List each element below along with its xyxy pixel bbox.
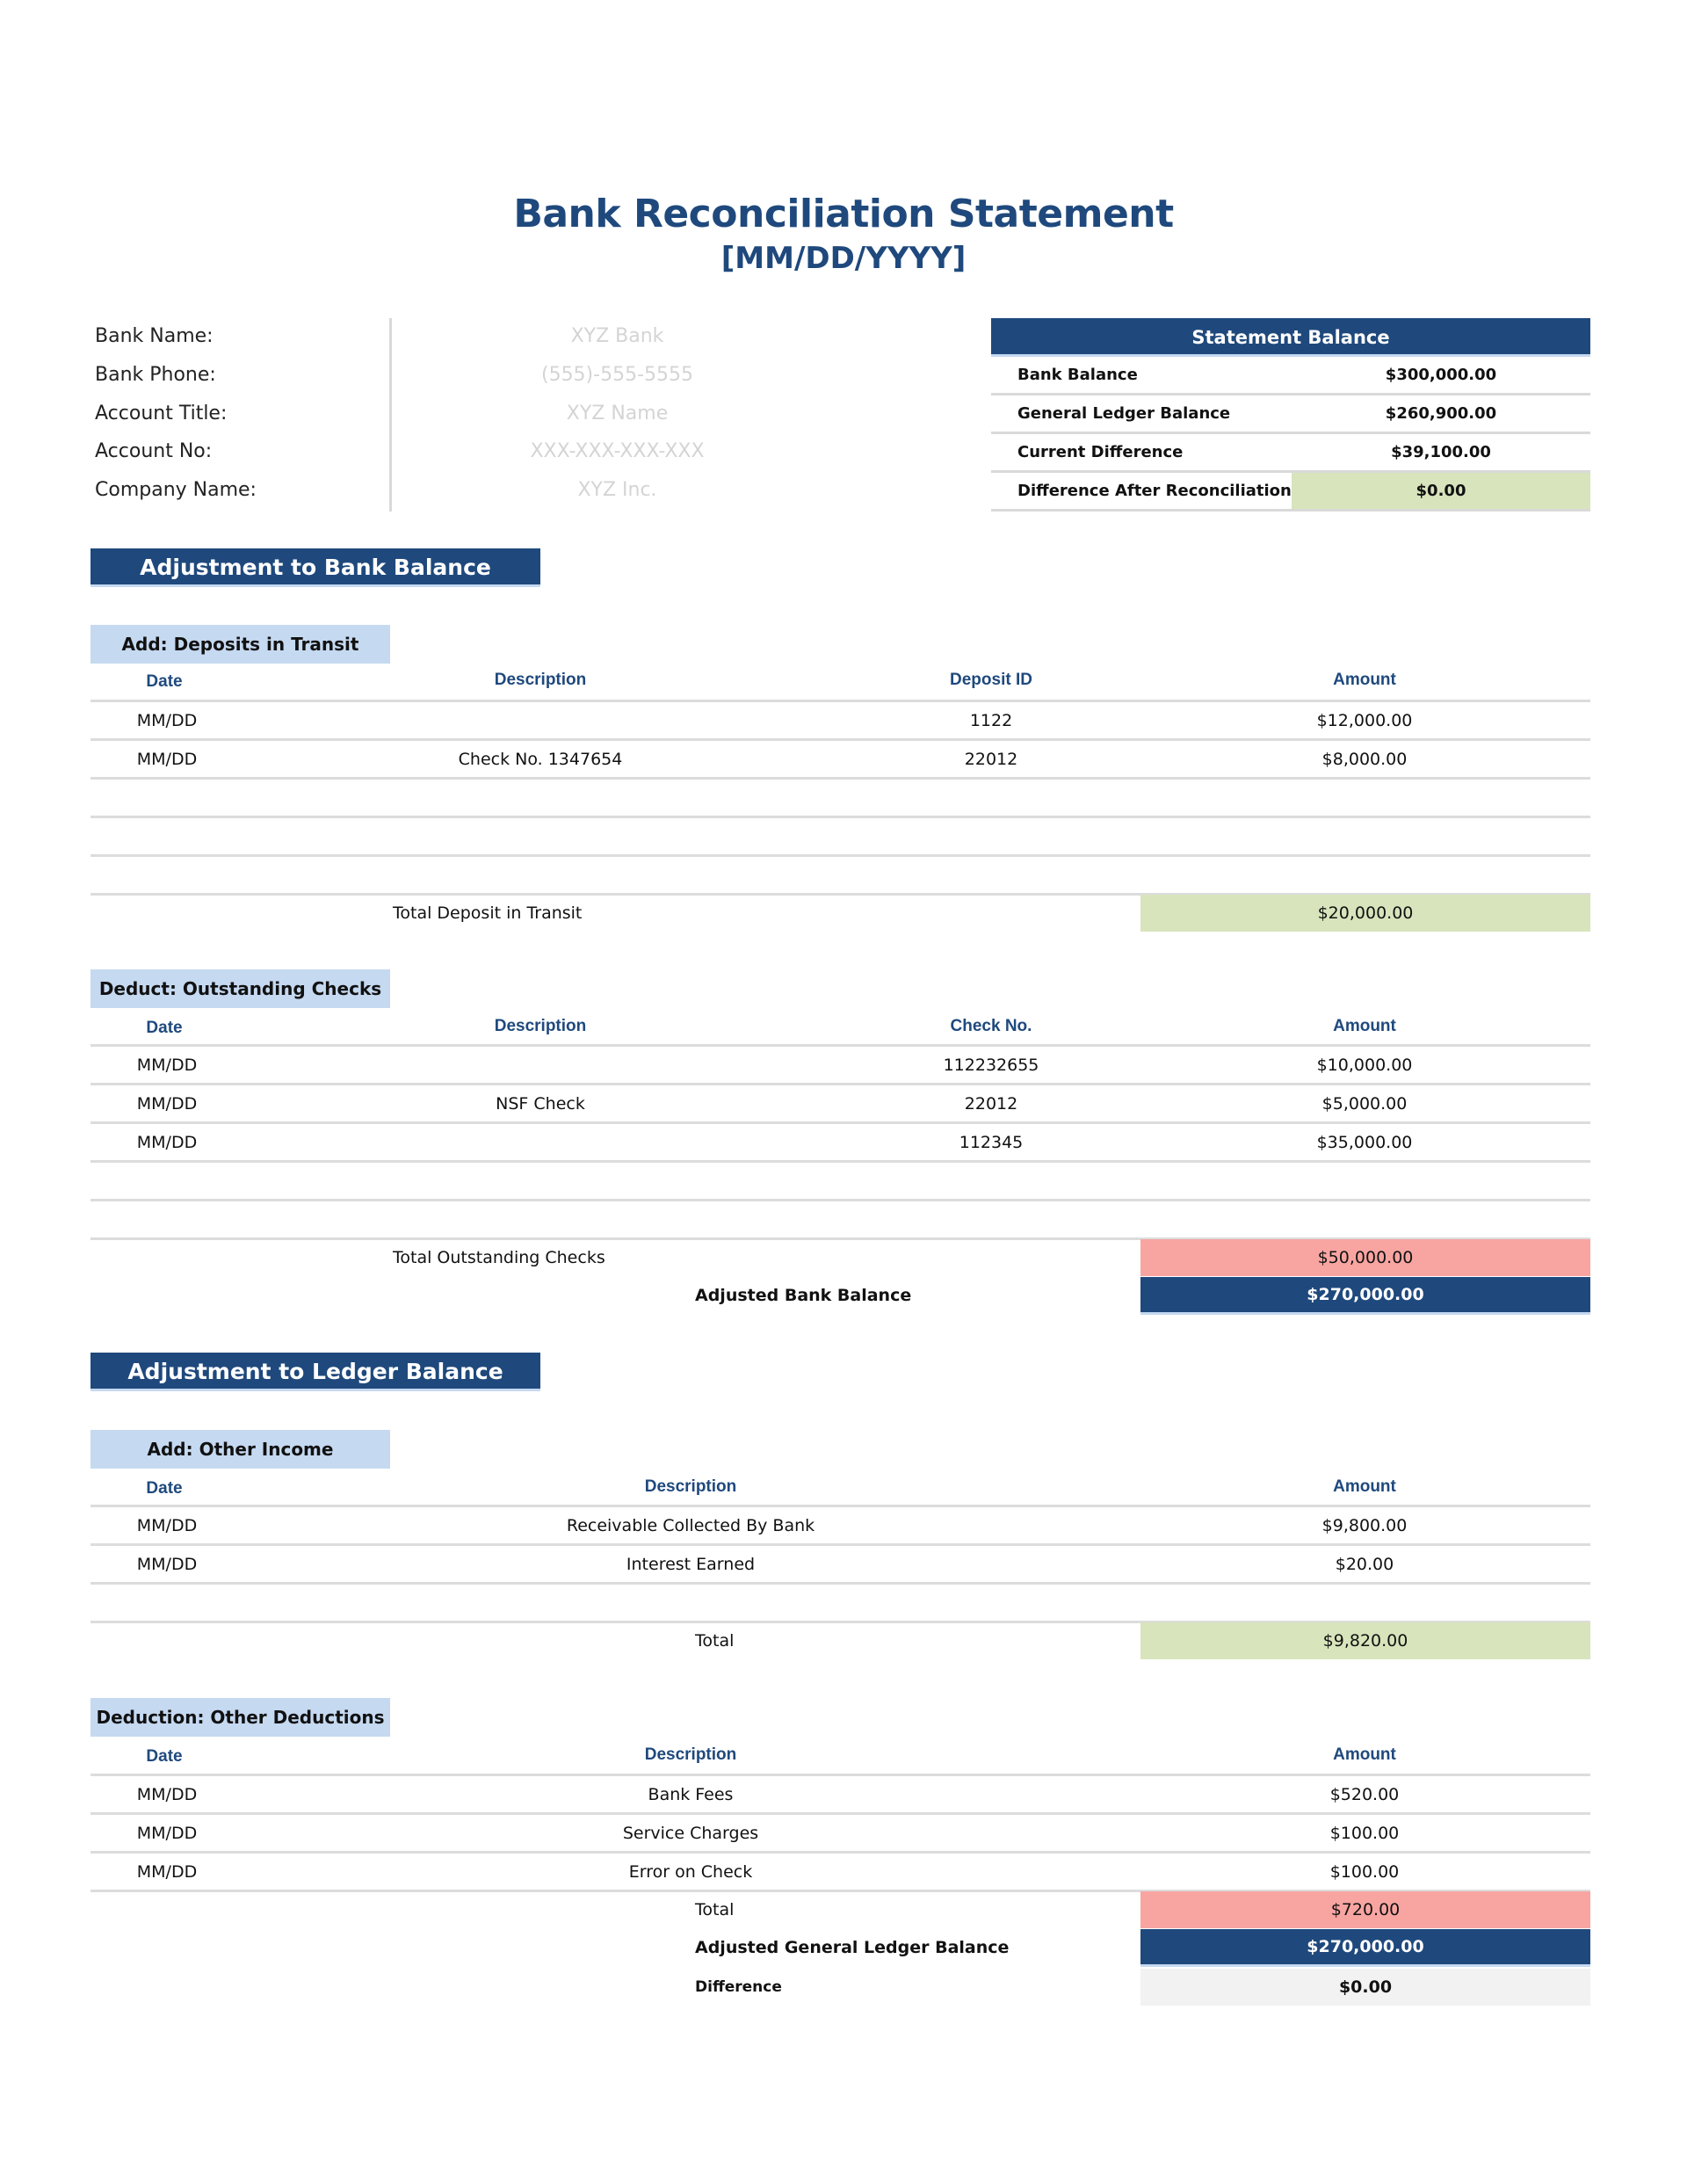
- bank-name-label: Bank Name:: [95, 325, 214, 347]
- checks-col-amount: Amount: [1333, 1017, 1396, 1035]
- bank-balance-row: [991, 357, 1590, 395]
- check-number[interactable]: 112345: [959, 1133, 1024, 1152]
- deposit-date[interactable]: MM/DD: [136, 750, 198, 769]
- check-date[interactable]: MM/DD: [136, 1094, 198, 1114]
- check-date[interactable]: MM/DD: [136, 1056, 198, 1075]
- income-amount[interactable]: $9,800.00: [1321, 1516, 1408, 1535]
- deductions-col-amount: Amount: [1333, 1745, 1396, 1764]
- ledger-balance-label: General Ledger Balance: [1017, 404, 1231, 423]
- deposit-id[interactable]: 1122: [969, 711, 1013, 730]
- deductions-col-date: Date: [146, 1747, 183, 1766]
- check-number[interactable]: 22012: [964, 1094, 1018, 1114]
- check-date[interactable]: MM/DD: [136, 1133, 198, 1152]
- adjusted-bank-balance-value: $270,000.00: [1140, 1277, 1590, 1315]
- check-description[interactable]: [365, 1123, 716, 1162]
- deposit-id[interactable]: 22012: [964, 750, 1018, 769]
- adjusted-ledger-balance-label: Adjusted General Ledger Balance: [695, 1938, 1010, 1957]
- deduction-description[interactable]: Bank Fees: [648, 1785, 734, 1804]
- checks-subheader: Deduct: Outstanding Checks: [91, 969, 390, 1008]
- ledger-balance-value[interactable]: $260,900.00: [1385, 404, 1497, 423]
- check-amount[interactable]: $35,000.00: [1316, 1133, 1413, 1152]
- deposit-date[interactable]: MM/DD: [136, 711, 198, 730]
- account-title-field[interactable]: XYZ Name: [566, 403, 669, 424]
- deposit-amount[interactable]: $8,000.00: [1321, 750, 1408, 769]
- deductions-col-description: Description: [644, 1745, 737, 1764]
- account-title-label: Account Title:: [95, 403, 228, 424]
- ledger-adjustment-banner: Adjustment to Ledger Balance: [91, 1353, 540, 1391]
- page-title: Bank Reconciliation Statement: [513, 192, 1174, 236]
- current-difference-label: Current Difference: [1017, 443, 1184, 461]
- ledger-balance-row: [991, 395, 1590, 434]
- deduction-date[interactable]: MM/DD: [136, 1785, 198, 1804]
- current-difference-row: [991, 434, 1590, 473]
- bank-phone-label: Bank Phone:: [95, 364, 216, 386]
- income-subheader: Add: Other Income: [91, 1430, 390, 1469]
- difference-after-value: $0.00: [1292, 473, 1590, 509]
- bank-balance-label: Bank Balance: [1017, 366, 1138, 384]
- checks-col-date: Date: [146, 1019, 183, 1037]
- adjusted-bank-balance-label: Adjusted Bank Balance: [695, 1286, 912, 1305]
- deposits-subheader: Add: Deposits in Transit: [91, 625, 390, 664]
- deposit-description[interactable]: [365, 701, 716, 740]
- deduction-date[interactable]: MM/DD: [136, 1862, 198, 1882]
- deductions-total-label: Total: [695, 1900, 735, 1919]
- info-divider: [389, 318, 392, 512]
- income-date[interactable]: MM/DD: [136, 1516, 198, 1535]
- statement-balance-panel: [991, 318, 1590, 512]
- deposit-empty-row[interactable]: [91, 856, 1590, 895]
- check-description[interactable]: NSF Check: [496, 1094, 585, 1114]
- difference-after-label: Difference After Reconciliation: [1017, 482, 1292, 500]
- income-total-label: Total: [695, 1631, 735, 1651]
- check-description[interactable]: [365, 1046, 716, 1085]
- company-name-label: Company Name:: [95, 479, 257, 501]
- income-description[interactable]: Interest Earned: [626, 1555, 756, 1574]
- bank-name-field[interactable]: XYZ Bank: [570, 325, 664, 347]
- income-description[interactable]: Receivable Collected By Bank: [566, 1516, 815, 1535]
- deduction-amount[interactable]: $100.00: [1329, 1824, 1400, 1843]
- bank-adjustment-banner: Adjustment to Bank Balance: [91, 548, 540, 587]
- income-col-date: Date: [146, 1479, 183, 1498]
- total-outstanding-label: Total Outstanding Checks: [393, 1248, 605, 1267]
- difference-after-row: [991, 473, 1590, 512]
- deposits-col-description: Description: [494, 671, 587, 689]
- deductions-subheader: Deduction: Other Deductions: [91, 1698, 390, 1737]
- check-amount[interactable]: $10,000.00: [1316, 1056, 1413, 1075]
- difference-value: $0.00: [1140, 1969, 1590, 2006]
- deduction-description[interactable]: Error on Check: [628, 1862, 753, 1882]
- deduction-description[interactable]: Service Charges: [622, 1824, 759, 1843]
- bank-balance-value[interactable]: $300,000.00: [1385, 366, 1497, 384]
- check-empty-row[interactable]: [91, 1201, 1590, 1239]
- deposit-empty-row[interactable]: [91, 779, 1590, 817]
- check-empty-row[interactable]: [91, 1162, 1590, 1201]
- checks-col-number: Check No.: [950, 1017, 1032, 1035]
- deduction-amount[interactable]: $100.00: [1329, 1862, 1400, 1882]
- total-outstanding-value: $50,000.00: [1140, 1239, 1590, 1276]
- income-date[interactable]: MM/DD: [136, 1555, 198, 1574]
- income-col-amount: Amount: [1333, 1477, 1396, 1496]
- difference-label: Difference: [695, 1978, 782, 1996]
- income-col-description: Description: [644, 1477, 737, 1496]
- total-deposit-value: $20,000.00: [1140, 895, 1590, 932]
- check-number[interactable]: 112232655: [943, 1056, 1039, 1075]
- deduction-date[interactable]: MM/DD: [136, 1824, 198, 1843]
- deduction-amount[interactable]: $520.00: [1329, 1785, 1400, 1804]
- statement-date[interactable]: [MM/DD/YYYY]: [720, 241, 967, 276]
- deposit-empty-row[interactable]: [91, 817, 1590, 856]
- deductions-total-value: $720.00: [1140, 1891, 1590, 1928]
- checks-col-description: Description: [494, 1017, 587, 1035]
- deposit-amount[interactable]: $12,000.00: [1316, 711, 1413, 730]
- statement-balance-header: Statement Balance: [991, 318, 1590, 357]
- deposits-col-date: Date: [146, 672, 183, 691]
- income-amount[interactable]: $20.00: [1335, 1555, 1394, 1574]
- bank-phone-field[interactable]: (555)-555-5555: [540, 364, 693, 386]
- current-difference-value: $39,100.00: [1391, 443, 1491, 461]
- account-no-field[interactable]: XXX-XXX-XXX-XXX: [530, 440, 705, 462]
- deposits-col-id: Deposit ID: [950, 671, 1032, 689]
- adjusted-ledger-balance-value: $270,000.00: [1140, 1929, 1590, 1967]
- total-deposit-label: Total Deposit in Transit: [393, 903, 583, 923]
- check-amount[interactable]: $5,000.00: [1321, 1094, 1408, 1114]
- deposit-description[interactable]: Check No. 1347654: [458, 750, 623, 769]
- company-name-field[interactable]: XYZ Inc.: [577, 479, 657, 501]
- income-empty-row[interactable]: [91, 1584, 1590, 1622]
- income-total-value: $9,820.00: [1140, 1622, 1590, 1659]
- deposits-col-amount: Amount: [1333, 671, 1396, 689]
- account-no-label: Account No:: [95, 440, 213, 462]
